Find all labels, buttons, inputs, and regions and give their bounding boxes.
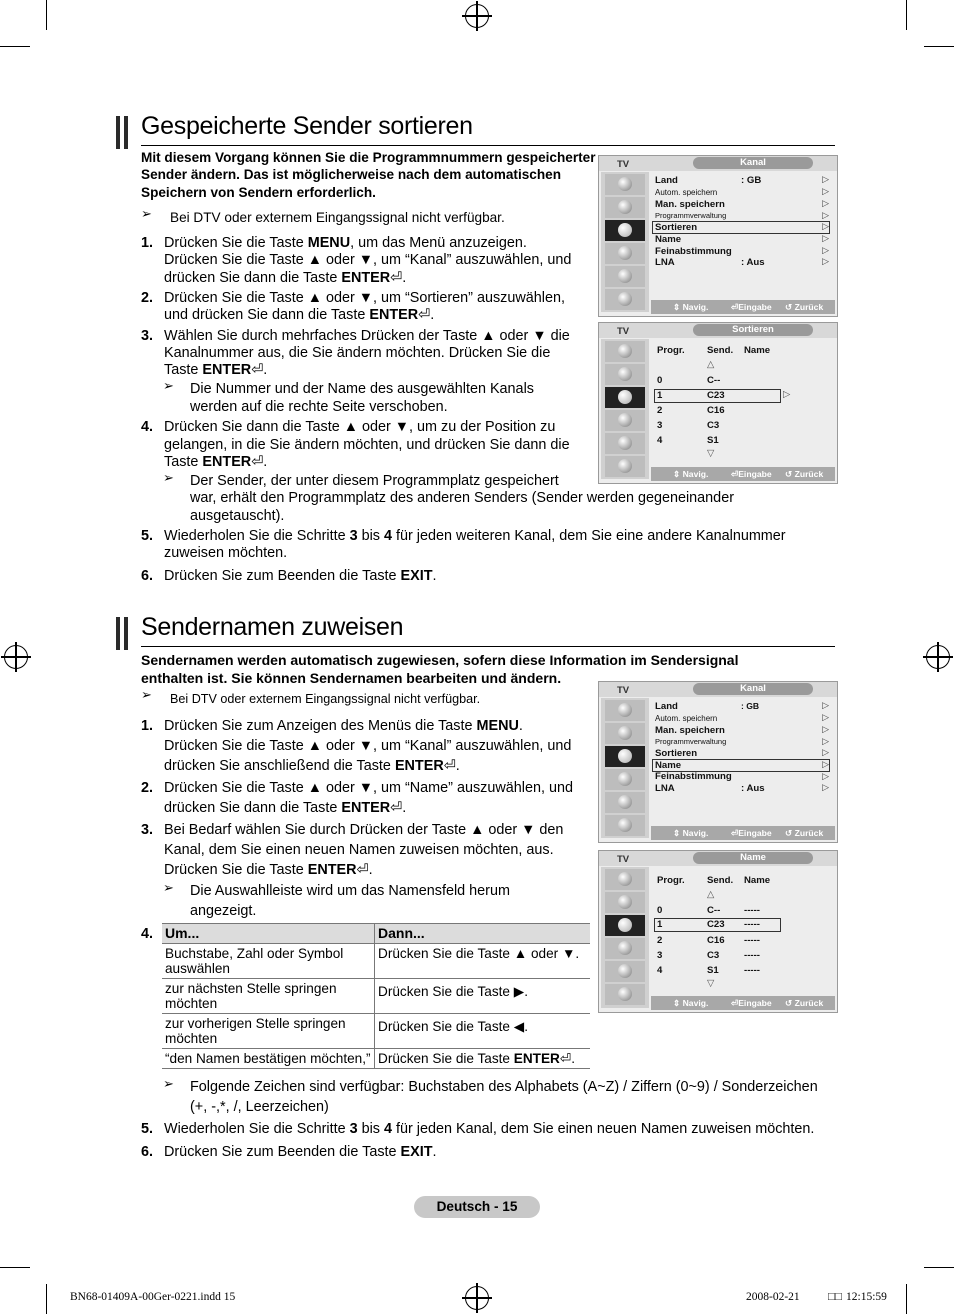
note-text: Bei DTV oder externem Eingangssignal nicht verfügbar.	[170, 210, 505, 225]
col-header-progr: Progr.	[657, 875, 685, 886]
tv-menu-sortieren	[598, 322, 838, 484]
channel-icon	[605, 220, 645, 241]
footer-boxes: □□	[828, 1291, 842, 1303]
scroll-up-icon: △	[707, 889, 715, 900]
step-text: drücken Sie dann die Taste ENTER⏎.	[164, 270, 407, 286]
step-text: Wiederholen Sie die Schritte 3 bis 4 für jeden Kanal, dem Sie einen neuen Namen zuweisen möchten.	[164, 1121, 815, 1137]
menu-item-lna: LNA	[655, 783, 675, 794]
step-number: 6.	[141, 1144, 154, 1160]
step-text: Taste ENTER⏎.	[164, 362, 268, 378]
menu-item-lna: LNA	[655, 257, 675, 268]
footer-navig: Navig.	[682, 469, 709, 479]
sound-icon	[605, 364, 645, 385]
tv-label: TV	[617, 685, 630, 696]
note-text: war, erhält den Programmplatz des anderen Senders (Sender werden gegeneinander	[190, 490, 734, 506]
menu-item-autom: Autom. speichern	[655, 714, 718, 723]
channel-icon	[605, 746, 645, 767]
step-text: Drücken Sie dann die Taste ▲ oder ▼, um zu der Position zu	[164, 419, 556, 435]
footer-eingabe: Eingabe	[738, 469, 772, 479]
return-icon: ↺	[785, 302, 793, 312]
footer-zurueck: Zurück	[794, 828, 824, 838]
menu-title: Name	[693, 852, 813, 864]
step-number: 3.	[141, 822, 154, 838]
enter-icon: ⏎	[251, 362, 264, 378]
triangle-right-icon: ▷	[822, 256, 829, 266]
enter-icon: ⏎	[559, 1051, 572, 1066]
tv-menu-kanal-name	[598, 681, 838, 843]
table-cell: Drücken Sie die Taste ◀.	[375, 1014, 591, 1049]
step-text: Drücken Sie die Taste ENTER⏎.	[164, 862, 373, 878]
row-send: C23	[707, 390, 725, 401]
row-progr: 3	[657, 950, 663, 961]
step-text: drücken Sie anschließend die Taste ENTER⏎.	[164, 758, 460, 774]
section-bar	[116, 617, 120, 650]
col-header-name: Name	[744, 345, 771, 356]
note-text: Bei DTV oder externem Eingangssignal nicht verfügbar.	[170, 692, 481, 706]
input-icon	[605, 433, 645, 454]
intro-line: Sendernamen werden automatisch zugewiesen, sofern diese Information im Sendersignal	[141, 652, 739, 668]
setup-icon	[605, 243, 645, 264]
return-icon: ↺	[785, 469, 793, 479]
section-rule	[141, 646, 835, 647]
section-bar	[124, 116, 128, 149]
col-header-name: Name	[744, 875, 771, 886]
row-name: -----	[744, 965, 760, 976]
row-send: C16	[707, 405, 725, 416]
col-header-send: Send.	[707, 345, 734, 356]
step-text: Kanalnummer aus, die Sie ändern möchten. Drücken Sie die	[164, 345, 551, 361]
row-send: S1	[707, 965, 719, 976]
sound-icon	[605, 723, 645, 744]
picture-icon	[605, 341, 645, 362]
footer-zurueck: Zurück	[794, 998, 824, 1008]
row-progr: 0	[657, 375, 663, 386]
triangle-right-icon: ▷	[822, 233, 829, 243]
intro-line: Sender ändern. Das ist möglicherweise nach dem automatischen	[141, 167, 562, 182]
digital-icon	[605, 289, 645, 310]
footer-eingabe: Eingabe	[738, 302, 772, 312]
step-number: 6.	[141, 568, 154, 584]
note-arrow-icon: ➢	[141, 687, 152, 702]
input-icon	[605, 961, 645, 982]
menu-title: Kanal	[693, 683, 813, 695]
footer-navig: Navig.	[682, 998, 709, 1008]
note-text: Folgende Zeichen sind verfügbar: Buchstaben des Alphabets (A~Z) / Ziffern (0~9) / Sonderzeichen	[190, 1079, 818, 1095]
table-cell: “den Namen bestätigen möchten,”	[162, 1049, 375, 1069]
picture-icon	[605, 174, 645, 195]
step-number: 2.	[141, 290, 154, 306]
step-number: 2.	[141, 780, 154, 796]
menu-title: Kanal	[693, 157, 813, 169]
step-text: Kanal, dem Sie einen neuen Namen zuweisen möchten, aus.	[164, 842, 554, 858]
step-text: gelangen, in die Sie ändern möchten, und drücken Sie dann die	[164, 437, 570, 453]
picture-icon	[605, 869, 645, 890]
step-text: Wiederholen Sie die Schritte 3 bis 4 für jeden weiteren Kanal, dem Sie eine andere Kanalnummer	[164, 528, 786, 544]
menu-value-lna: : Aus	[741, 257, 765, 268]
table-cell: zur nächsten Stelle springen möchten	[162, 979, 375, 1014]
menu-item-name: Name	[655, 760, 682, 771]
section-bar	[124, 617, 128, 650]
row-name: -----	[744, 935, 760, 946]
step-number: 5.	[141, 1121, 154, 1137]
scroll-down-icon: ▽	[707, 978, 715, 989]
triangle-right-icon: ▷	[822, 245, 829, 255]
row-send: C23	[707, 919, 725, 930]
tv-label: TV	[617, 326, 630, 337]
row-progr: 1	[657, 919, 663, 930]
registration-mark-left	[4, 645, 28, 669]
enter-icon: ⏎	[731, 302, 739, 312]
table-cell: Drücken Sie die Taste ENTER⏎.	[375, 1049, 591, 1069]
step-number: 1.	[141, 235, 154, 251]
tv-menu-kanal-sortieren	[598, 155, 838, 317]
step-number: 1.	[141, 718, 154, 734]
setup-icon	[605, 410, 645, 431]
triangle-right-icon: ▷	[822, 759, 829, 769]
setup-icon	[605, 769, 645, 790]
triangle-right-icon: ▷	[822, 724, 829, 734]
input-icon	[605, 266, 645, 287]
footer-eingabe: Eingabe	[738, 828, 772, 838]
step-number: 4.	[141, 926, 154, 942]
step-text: Drücken Sie zum Beenden die Taste EXIT.	[164, 1144, 437, 1160]
channel-icon	[605, 387, 645, 408]
note-text: angezeigt.	[190, 903, 257, 919]
sound-icon	[605, 892, 645, 913]
footer-navig: Navig.	[682, 828, 709, 838]
table-cell: Drücken Sie die Taste ▶.	[375, 979, 591, 1014]
input-icon	[605, 792, 645, 813]
step-number: 3.	[141, 328, 154, 344]
note-arrow-icon: ➢	[163, 1076, 174, 1091]
updown-icon: ⇕	[673, 302, 681, 312]
menu-item-prog: Programmverwaltung	[655, 211, 727, 220]
picture-icon	[605, 700, 645, 721]
menu-item-fein: Feinabstimmung	[655, 246, 732, 257]
tv-menu-name	[598, 850, 838, 1013]
digital-icon	[605, 456, 645, 477]
footer-zurueck: Zurück	[794, 469, 824, 479]
footer-date: 2008-02-21	[746, 1291, 800, 1303]
row-send: C16	[707, 935, 725, 946]
enter-icon: ⏎	[731, 828, 739, 838]
enter-icon: ⏎	[390, 270, 403, 286]
note-arrow-icon: ➢	[163, 470, 174, 485]
footer-navig: Navig.	[682, 302, 709, 312]
enter-icon: ⏎	[443, 758, 456, 774]
triangle-right-icon: ▷	[783, 389, 791, 400]
menu-value-lna: : Aus	[741, 783, 765, 794]
row-progr: 1	[657, 390, 663, 401]
step-text: Drücken Sie zum Anzeigen des Menüs die Taste MENU.	[164, 718, 523, 734]
note-text: Die Auswahlleiste wird um das Namensfeld herum	[190, 883, 510, 899]
scroll-down-icon: ▽	[707, 448, 715, 459]
row-send: C3	[707, 950, 720, 961]
menu-item-name: Name	[655, 234, 682, 245]
row-progr: 0	[657, 905, 663, 916]
row-name: -----	[744, 919, 760, 930]
row-name: -----	[744, 950, 760, 961]
footer-time: 12:15:59	[846, 1291, 887, 1303]
footer-zurueck: Zurück	[794, 302, 824, 312]
step-text: Taste ENTER⏎.	[164, 454, 268, 470]
triangle-right-icon: ▷	[822, 747, 829, 757]
page-number-badge: Deutsch - 15	[414, 1196, 540, 1218]
table-cell: Buchstabe, Zahl oder Symbol auswählen	[162, 944, 375, 979]
registration-mark-bottom	[465, 1286, 489, 1310]
row-progr: 2	[657, 405, 663, 416]
triangle-right-icon: ▷	[822, 221, 829, 231]
triangle-right-icon: ▷	[822, 186, 829, 196]
row-send: C--	[707, 375, 721, 386]
tv-label: TV	[617, 159, 630, 170]
enter-icon: ⏎	[731, 469, 739, 479]
section-bar	[116, 116, 120, 149]
triangle-right-icon: ▷	[822, 174, 829, 184]
col-header-send: Send.	[707, 875, 734, 886]
section-rule	[141, 145, 835, 146]
intro-line: enthalten ist. Sie können Sendernamen bearbeiten und ändern.	[141, 670, 562, 686]
menu-value-land: : GB	[741, 175, 762, 186]
enter-icon: ⏎	[418, 307, 431, 323]
enter-icon: ⏎	[731, 998, 739, 1008]
table-cell: zur vorherigen Stelle springen möchten	[162, 1014, 375, 1049]
row-progr: 3	[657, 420, 663, 431]
note-arrow-icon: ➢	[163, 880, 174, 895]
row-send: C3	[707, 420, 720, 431]
digital-icon	[605, 815, 645, 836]
menu-item-man: Man. speichern	[655, 725, 725, 736]
menu-item-fein: Feinabstimmung	[655, 771, 732, 782]
enter-icon: ⏎	[356, 862, 369, 878]
step-text: und drücken Sie dann die Taste ENTER⏎.	[164, 307, 435, 323]
row-progr: 4	[657, 435, 663, 446]
footer-filename: BN68-01409A-00Ger-0221.indd 15	[70, 1291, 236, 1303]
step-number: 5.	[141, 528, 154, 544]
footer-eingabe: Eingabe	[738, 998, 772, 1008]
col-header-progr: Progr.	[657, 345, 685, 356]
menu-title: Sortieren	[693, 324, 813, 336]
step-text: zuweisen möchten.	[164, 545, 288, 561]
menu-item-land: Land	[655, 701, 678, 712]
updown-icon: ⇕	[673, 998, 681, 1008]
menu-value-land: : GB	[741, 701, 760, 711]
menu-item-man: Man. speichern	[655, 199, 725, 210]
menu-item-land: Land	[655, 175, 678, 186]
row-send: S1	[707, 435, 719, 446]
tv-label: TV	[617, 854, 630, 865]
table-cell: Drücken Sie die Taste ▲ oder ▼.	[375, 944, 591, 979]
enter-icon: ⏎	[390, 800, 403, 816]
step-text: Drücken Sie zum Beenden die Taste EXIT.	[164, 568, 437, 584]
triangle-right-icon: ▷	[822, 198, 829, 208]
registration-mark-right	[926, 645, 950, 669]
updown-icon: ⇕	[673, 828, 681, 838]
scroll-up-icon: △	[707, 359, 715, 370]
return-icon: ↺	[785, 998, 793, 1008]
step-number: 4.	[141, 419, 154, 435]
triangle-right-icon: ▷	[822, 782, 829, 792]
step-text: Drücken Sie die Taste ▲ oder ▼, um “Sortieren” auszuwählen,	[164, 290, 565, 306]
table-header: Um...	[162, 924, 375, 944]
note-text: werden auf die rechte Seite verschoben.	[190, 399, 448, 415]
enter-icon: ⏎	[251, 454, 264, 470]
row-progr: 4	[657, 965, 663, 976]
menu-item-sortieren: Sortieren	[655, 748, 698, 759]
step-text: Drücken Sie die Taste ▲ oder ▼, um “Kanal” auszuwählen, und	[164, 738, 572, 754]
row-progr: 2	[657, 935, 663, 946]
table-header: Dann...	[375, 924, 591, 944]
note-text: Der Sender, der unter diesem Programmplatz gespeichert	[190, 473, 559, 489]
row-name: -----	[744, 905, 760, 916]
step-text: Drücken Sie die Taste MENU, um das Menü anzuzeigen.	[164, 235, 527, 251]
section-title: Sendernamen zuweisen	[141, 613, 404, 641]
section-title: Gespeicherte Sender sortieren	[141, 112, 473, 140]
step-text: Bei Bedarf wählen Sie durch Drücken der Taste ▲ oder ▼ den	[164, 822, 564, 838]
return-icon: ↺	[785, 828, 793, 838]
menu-item-prog: Programmverwaltung	[655, 737, 727, 746]
step-text: drücken Sie dann die Taste ENTER⏎.	[164, 800, 407, 816]
note-text: Die Nummer und der Name des ausgewählten Kanals	[190, 381, 534, 397]
note-arrow-icon: ➢	[163, 378, 174, 393]
updown-icon: ⇕	[673, 469, 681, 479]
step-text: Drücken Sie die Taste ▲ oder ▼, um “Name” auszuwählen, und	[164, 780, 573, 796]
key-table	[162, 923, 590, 1069]
note-text: (+, -,*, /, Leerzeichen)	[190, 1099, 329, 1115]
row-send: C--	[707, 905, 721, 916]
digital-icon	[605, 984, 645, 1005]
step-text: Drücken Sie die Taste ▲ oder ▼, um “Kanal” auszuwählen, und	[164, 252, 572, 268]
registration-mark-top	[465, 4, 489, 28]
channel-icon	[605, 915, 645, 936]
intro-line: Mit diesem Vorgang können Sie die Programmnummern gespeicherter	[141, 150, 596, 165]
intro-line: Speichern von Sendern erforderlich.	[141, 185, 376, 200]
menu-item-autom: Autom. speichern	[655, 188, 718, 197]
note-arrow-icon: ➢	[141, 206, 152, 221]
triangle-right-icon: ▷	[822, 700, 829, 710]
menu-item-sortieren: Sortieren	[655, 222, 698, 233]
step-text: Wählen Sie durch mehrfaches Drücken der Taste ▲ oder ▼ die	[164, 328, 570, 344]
note-text: ausgetauscht).	[190, 508, 285, 524]
triangle-right-icon: ▷	[822, 210, 829, 220]
setup-icon	[605, 938, 645, 959]
triangle-right-icon: ▷	[822, 712, 829, 722]
triangle-right-icon: ▷	[822, 736, 829, 746]
triangle-right-icon: ▷	[822, 771, 829, 781]
sound-icon	[605, 197, 645, 218]
